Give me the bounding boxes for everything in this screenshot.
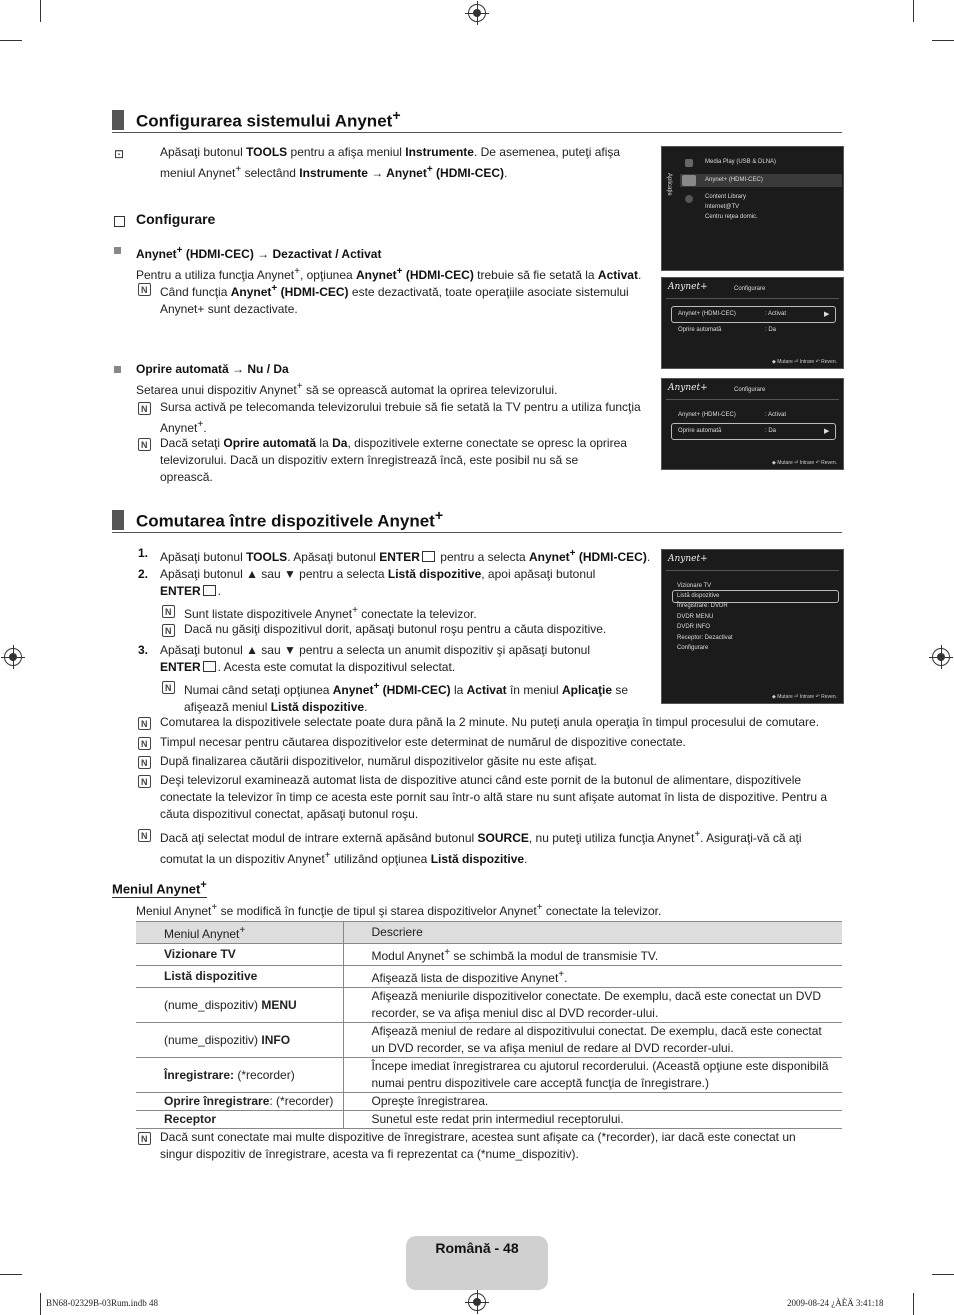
crop-mark — [932, 40, 954, 41]
table-cell: Oprire înregistrare: (*recorder) — [136, 1093, 343, 1111]
print-footer-right: 2009-08-24 ¿ÀÈÄ 3:41:18 — [787, 1298, 884, 1308]
anynet-logo: Anynet+ — [668, 383, 708, 393]
table-cell: Afişează meniul de redare al dispozitivului conectat. De exemplu, dacă este conectat un DVD recorder, se va afişa meniul de redare al DVD recorder-ului. — [343, 1023, 842, 1058]
menu-header: Configurare — [734, 286, 766, 292]
note-icon — [138, 829, 151, 842]
heading-bar — [112, 110, 124, 130]
table-header-row — [136, 922, 842, 944]
tv-menu-screenshot-application — [661, 146, 844, 271]
library-icon — [685, 195, 693, 203]
note-icon — [138, 1132, 151, 1145]
note-source: N Dacă aţi selectat modul de intrare externă apăsând butonul SOURCE, nu puteţi utiliza funcţia Anynet+. Asiguraţi-vă că aţi comutat la un dispozitiv Anynet+ utilizând opţiunea Listă dispozitive. — [138, 826, 848, 868]
menu-item: Receptor: Dezactivat — [677, 635, 733, 641]
enter-icon — [203, 661, 216, 672]
note-auto-scan: N Deşi televizorul examinează automat lista de dispozitive atunci când este pornit de la butonul de alimentare, dispozitivele conectate la televizor în timp ce acesta este pornit sau într-o altă stare nu sunt afişate automat în lista de dispozitive. Pentru a căuta dispozitivul conectat, apăsaţi butonul roşu. — [138, 772, 848, 823]
anynet-icon — [682, 175, 696, 186]
table-cell: Listă dispozitive — [136, 966, 343, 988]
menu-table — [136, 921, 842, 1129]
menu-row-label: Oprire automată — [678, 327, 722, 333]
anynet-logo: Anynet+ — [668, 282, 708, 292]
registration-mark-icon — [4, 648, 22, 666]
tv-menu-screenshot-setup — [661, 277, 844, 369]
tv-menu-screenshot-device-list — [661, 549, 844, 704]
menu-footer: ◆ Mutare ⏎ Intrare ↶ Reven. — [771, 359, 837, 365]
enter-icon — [203, 585, 216, 596]
menu-side-label: Aplicaţie — [666, 173, 672, 196]
table-row — [136, 966, 842, 988]
table-cell: Receptor — [136, 1111, 343, 1129]
table-cell: Afişează meniurile dispozitivelor conectate. De exemplu, dacă este conectat un DVD recorder, se va afişa meniul disc al DVD recorder-ului. — [343, 988, 842, 1023]
note-icon — [138, 775, 151, 788]
menu-header: Configurare — [734, 387, 766, 393]
note-icon — [138, 756, 151, 769]
note-switch-time: N Comutarea la dispozitivele selectate poate dura până la 2 minute. Nu puteţi anula operaţia în timpul procesului de comutare. — [138, 714, 848, 731]
table-cell: Sunetul este redat prin intermediul receptorului. — [343, 1111, 842, 1129]
bullet-square-icon — [114, 366, 121, 373]
menu-row-value: : Activat — [765, 412, 787, 418]
divider — [666, 399, 839, 400]
step-1: 1. Apăsaţi butonul TOOLS. Apăsaţi butonul ENTER pentru a selecta Anynet+ (HDMI-CEC). — [138, 546, 651, 564]
crop-mark — [40, 0, 41, 22]
note-icon — [138, 737, 151, 750]
media-icon — [685, 159, 693, 167]
table-header-cell: Descriere — [343, 922, 842, 944]
arrow-right-icon: ▶ — [824, 428, 830, 435]
tv-menu-screenshot-setup-auto-off — [661, 378, 844, 470]
note-recorders: N Dacă sunt conectate mai multe dispozitive de înregistrare, acestea sunt afişate ca (*recorder), iar dacă este conectat un singur dispozitiv de înregistrare, acesta va fi reprezentat ca (*nume_dispozitiv). — [138, 1129, 848, 1163]
table-row — [136, 1111, 842, 1129]
table-cell: Afişează lista de dispozitive Anynet+. — [343, 966, 842, 988]
table-row — [136, 988, 842, 1023]
menu-row-value: : Da — [765, 428, 777, 434]
section-title: Comutarea între dispozitivele Anynet+ — [136, 508, 444, 531]
table-cell: Începe imediat înregistrarea cu ajutorul recorderului. (Această opţiune este disponibilă numai pentru dispozitivele care acceptă funcţia de înregistrare.) — [343, 1058, 842, 1093]
table-cell: (nume_dispozitiv) MENU — [136, 988, 343, 1023]
section-title: Configurarea sistemului Anynet+ — [136, 108, 401, 131]
menu-item: Content Library — [705, 194, 747, 200]
menu-item: Media Play (USB & DLNA) — [705, 159, 777, 165]
divider — [666, 298, 839, 299]
menu-footer: ◆ Mutare ⏎ Intrare ↶ Reven. — [771, 694, 837, 700]
table-row — [136, 1058, 842, 1093]
heading-bar — [112, 510, 124, 530]
menu-item: Vizionare TV — [677, 583, 712, 589]
table-cell: Modul Anynet+ se schimbă la modul de transmisie TV. — [343, 944, 842, 966]
note-icon — [162, 605, 175, 618]
note-red-button: N Dacă nu găsiţi dispozitivul dorit, apăsaţi butonul roşu pentru a căuta dispozitive. — [162, 621, 652, 638]
tools-icon: ⊡ — [114, 147, 125, 161]
table-cell: (nume_dispozitiv) INFO — [136, 1023, 343, 1058]
note-devices-listed: N Sunt listate dispozitivele Anynet+ conectate la televizor. — [162, 602, 652, 623]
print-footer-left: BN68-02329B-03Rum.indb 48 — [46, 1298, 159, 1308]
crop-mark — [932, 1274, 954, 1275]
note-application-menu: N Numai când setaţi opţiunea Anynet+ (HDMI-CEC) la Activat în meniul Aplicaţie se afişează meniul Listă dispozitive. — [162, 678, 652, 716]
registration-mark-icon — [932, 648, 950, 666]
crop-mark — [40, 1293, 41, 1315]
registration-mark-icon — [468, 1293, 486, 1311]
table-header-cell: Meniul Anynet+ — [136, 922, 343, 944]
menu-item: DVDR INFO — [677, 624, 710, 630]
item-anynet-hdmi: Anynet+ (HDMI-CEC) → Dezactivat / Activat Pentru a utiliza funcţia Anynet+, opţiunea Anynet+ (HDMI-CEC) trebuie să fie setată la Activat. — [136, 245, 642, 282]
section-heading — [112, 510, 842, 533]
note-anynet-off: N Când funcţia Anynet+ (HDMI-CEC) este dezactivată, toate operaţiile asociate sistemului Anynet+ sunt dezactivate. — [138, 280, 658, 318]
menu-item-selected: Listă dispozitive — [677, 593, 720, 599]
note-icon — [138, 438, 151, 451]
menu-item: Centru reţea domic. — [705, 214, 758, 220]
bullet-square-icon — [114, 247, 121, 254]
note-active-source: N Sursa activă pe telecomanda televizorului trebuie să fie setată la TV pentru a utiliza funcţia Anynet+. — [138, 399, 658, 437]
page-number-tab — [406, 1236, 548, 1290]
table-row — [136, 1023, 842, 1058]
crop-mark — [913, 0, 914, 22]
menu-row-label: Anynet+ (HDMI-CEC) — [678, 311, 736, 317]
menu-subtitle: Meniul Anynet+ — [112, 879, 207, 897]
crop-mark — [913, 1293, 914, 1315]
menu-item: Înregistrare: DVDR — [677, 603, 728, 609]
crop-mark — [0, 40, 22, 41]
table-row — [136, 1093, 842, 1111]
menu-item: DVDR MENU — [677, 614, 714, 620]
note-icon — [138, 402, 151, 415]
item-auto-off: Oprire automată → Nu / Da Setarea unui dispozitiv Anynet+ să se oprească automat la oprirea televizorului. — [136, 362, 558, 397]
subsection-title: Configurare — [136, 211, 216, 227]
page-number: Română - 48 — [435, 1240, 519, 1256]
section-heading — [112, 110, 842, 133]
note-icon — [162, 624, 175, 637]
table-cell: Vizionare TV — [136, 944, 343, 966]
menu-row-label: Oprire automată — [678, 428, 722, 434]
menu-intro: Meniul Anynet+ se modifică în funcţie de tipul şi starea dispozitivelor Anynet+ conectate la televizor. — [136, 902, 662, 918]
checkbox-icon — [114, 216, 125, 227]
divider — [666, 570, 839, 571]
step-3: 3. Apăsaţi butonul ▲ sau ▼ pentru a selecta un anumit dispozitiv şi apăsaţi butonul ENTER . Acesta este comutat la dispozitivul selectat. — [138, 643, 591, 674]
menu-item: Internet@TV — [705, 204, 740, 210]
registration-mark-icon — [468, 4, 486, 22]
menu-footer: ◆ Mutare ⏎ Intrare ↶ Reven. — [771, 460, 837, 466]
table-cell: Opreşte înregistrarea. — [343, 1093, 842, 1111]
step-2: 2. Apăsaţi butonul ▲ sau ▼ pentru a selecta Listă dispozitive, apoi apăsaţi butonul ENTER . — [138, 567, 596, 598]
menu-row-value: : Da — [765, 327, 777, 333]
enter-icon — [422, 551, 435, 562]
note-icon — [138, 717, 151, 730]
menu-row-label: Anynet+ (HDMI-CEC) — [678, 412, 736, 418]
anynet-logo: Anynet+ — [668, 554, 708, 564]
intro-paragraph: ⊡ Apăsaţi butonul TOOLS pentru a afişa meniul Instrumente. De asemenea, puteţi afişa meniul Anynet+ selectând Instrumente → Anynet+ (HDMI-CEC). — [114, 145, 621, 180]
note-count-not-shown: N După finalizarea căutării dispozitivelor, numărul dispozitivelor găsite nu este afişat. — [138, 753, 848, 770]
menu-item-selected: Anynet+ (HDMI-CEC) — [705, 177, 763, 183]
note-icon — [138, 283, 151, 296]
table-cell: Înregistrare: (*recorder) — [136, 1058, 343, 1093]
arrow-right-icon: ▶ — [824, 311, 830, 318]
note-search-time: N Timpul necesar pentru căutarea dispozitivelor este determinat de numărul de dispozitive conectate. — [138, 734, 848, 751]
table-row — [136, 944, 842, 966]
crop-mark — [0, 1274, 22, 1275]
note-auto-off-yes: N Dacă setaţi Oprire automată la Da, dispozitivele externe conectate se opresc la oprirea televizorului. Dacă un dispozitiv extern înregistrează încă, este posibil nu să se oprească. — [138, 435, 658, 486]
menu-row-value: : Activat — [765, 311, 787, 317]
note-icon — [162, 681, 175, 694]
menu-item: Configurare — [677, 645, 709, 651]
